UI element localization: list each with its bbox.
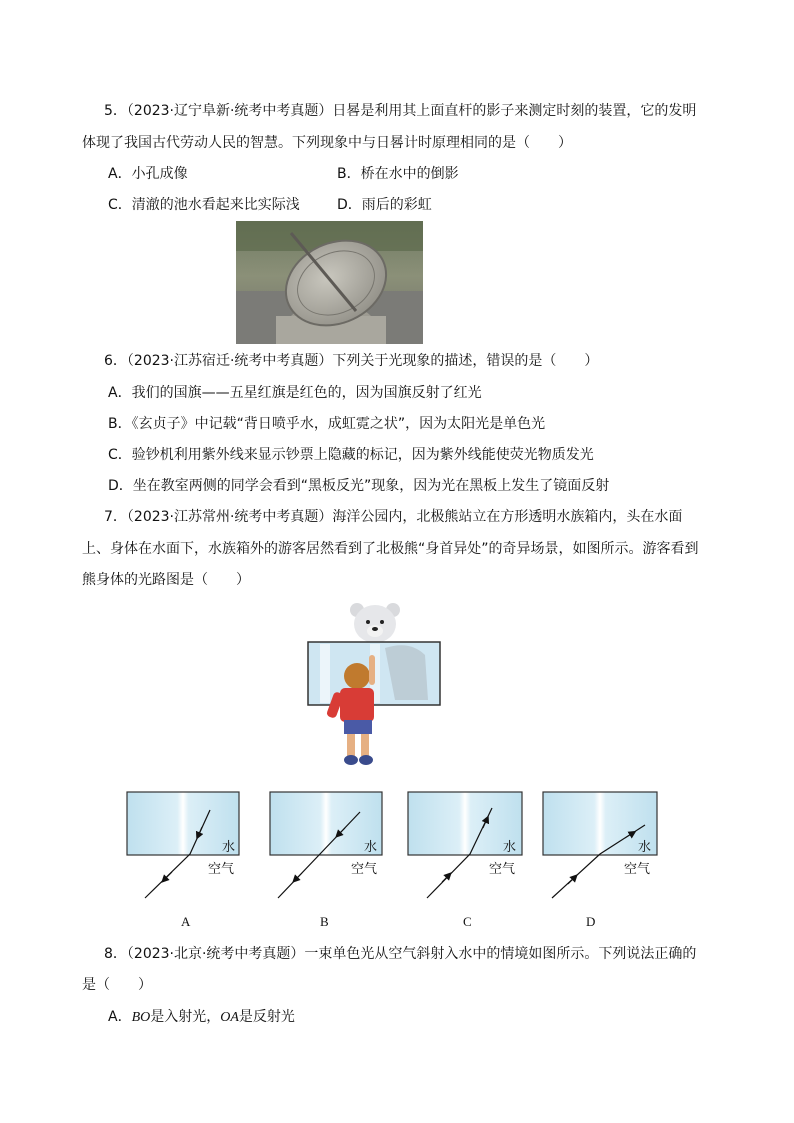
diagram-d-water-label: 水 xyxy=(638,840,652,855)
diagram-a-air-label: 空气 xyxy=(208,862,235,877)
q5-option-c: C．清澈的池水看起来比实际浅 xyxy=(108,197,300,213)
q8-option-a-oa: OA xyxy=(220,1010,239,1025)
diagram-b-water-label: 水 xyxy=(364,840,378,855)
q5-option-d: D．雨后的彩虹 xyxy=(337,197,432,213)
q8-option-a-post: 是反射光 xyxy=(238,1009,295,1025)
q8-stem-line2: 是（ ） xyxy=(82,977,152,993)
light-path-diagrams xyxy=(120,790,680,905)
q5-stem-line1: 5．（2023·辽宁阜新·统考中考真题）日晷是利用其上面直杆的影子来测定时刻的装置，它的发明 xyxy=(104,103,697,119)
diagram-d-air-label: 空气 xyxy=(624,862,651,877)
q6-option-c: C．验钞机利用紫外线来显示钞票上隐藏的标记，因为紫外线能使荧光物质发光 xyxy=(108,447,594,463)
q5-option-b: B．桥在水中的倒影 xyxy=(337,166,459,182)
q8-stem-line1: 8．（2023·北京·统考中考真题）一束单色光从空气斜射入水中的情境如图所示。下列说法正确的 xyxy=(104,946,697,962)
q6-option-b: B．《玄贞子》中记载“背日喷乎水，成虹霓之状”，因为太阳光是单色光 xyxy=(108,416,546,432)
q5-stem-line2: 体现了我国古代劳动人民的智慧。下列现象中与日晷计时原理相同的是（ ） xyxy=(82,135,572,151)
q6-stem: 6．（2023·江苏宿迁·统考中考真题）下列关于光现象的描述，错误的是（ ） xyxy=(104,353,599,369)
diagram-a-label: A xyxy=(181,914,191,929)
q7-stem-line3: 熊身体的光路图是（ ） xyxy=(82,572,250,588)
q7-stem-line1: 7．（2023·江苏常州·统考中考真题）海洋公园内，北极熊站立在方形透明水族箱内，头在水面 xyxy=(104,509,683,525)
q6-option-a: A．我们的国旗——五星红旗是红色的，因为国旗反射了红光 xyxy=(108,385,482,401)
q8-option-a-prefix: A． xyxy=(108,1009,132,1025)
diagram-c-label: C xyxy=(463,914,472,929)
polar-bear-tank-illustration xyxy=(300,600,450,775)
q8-option-a xyxy=(108,1007,295,1028)
diagram-b-label: B xyxy=(320,914,329,929)
q5-option-a: A．小孔成像 xyxy=(108,166,188,182)
diagram-d-label: D xyxy=(586,914,596,929)
sundial-photo xyxy=(236,221,423,344)
q8-option-a-bo: BO xyxy=(131,1010,151,1025)
diagram-b-air-label: 空气 xyxy=(351,862,378,877)
diagram-c-water-label: 水 xyxy=(503,840,517,855)
q6-option-d: D．坐在教室两侧的同学会看到“黑板反光”现象，因为光在黑板上发生了镜面反射 xyxy=(108,478,610,494)
diagram-a-water-label: 水 xyxy=(222,840,236,855)
q7-stem-line2: 上、身体在水面下，水族箱外的游客居然看到了北极熊“身首异处”的奇异场景，如图所示。游客看到 xyxy=(82,541,699,557)
diagram-c-air-label: 空气 xyxy=(489,862,516,877)
q8-option-a-mid: 是入射光， xyxy=(150,1009,221,1025)
